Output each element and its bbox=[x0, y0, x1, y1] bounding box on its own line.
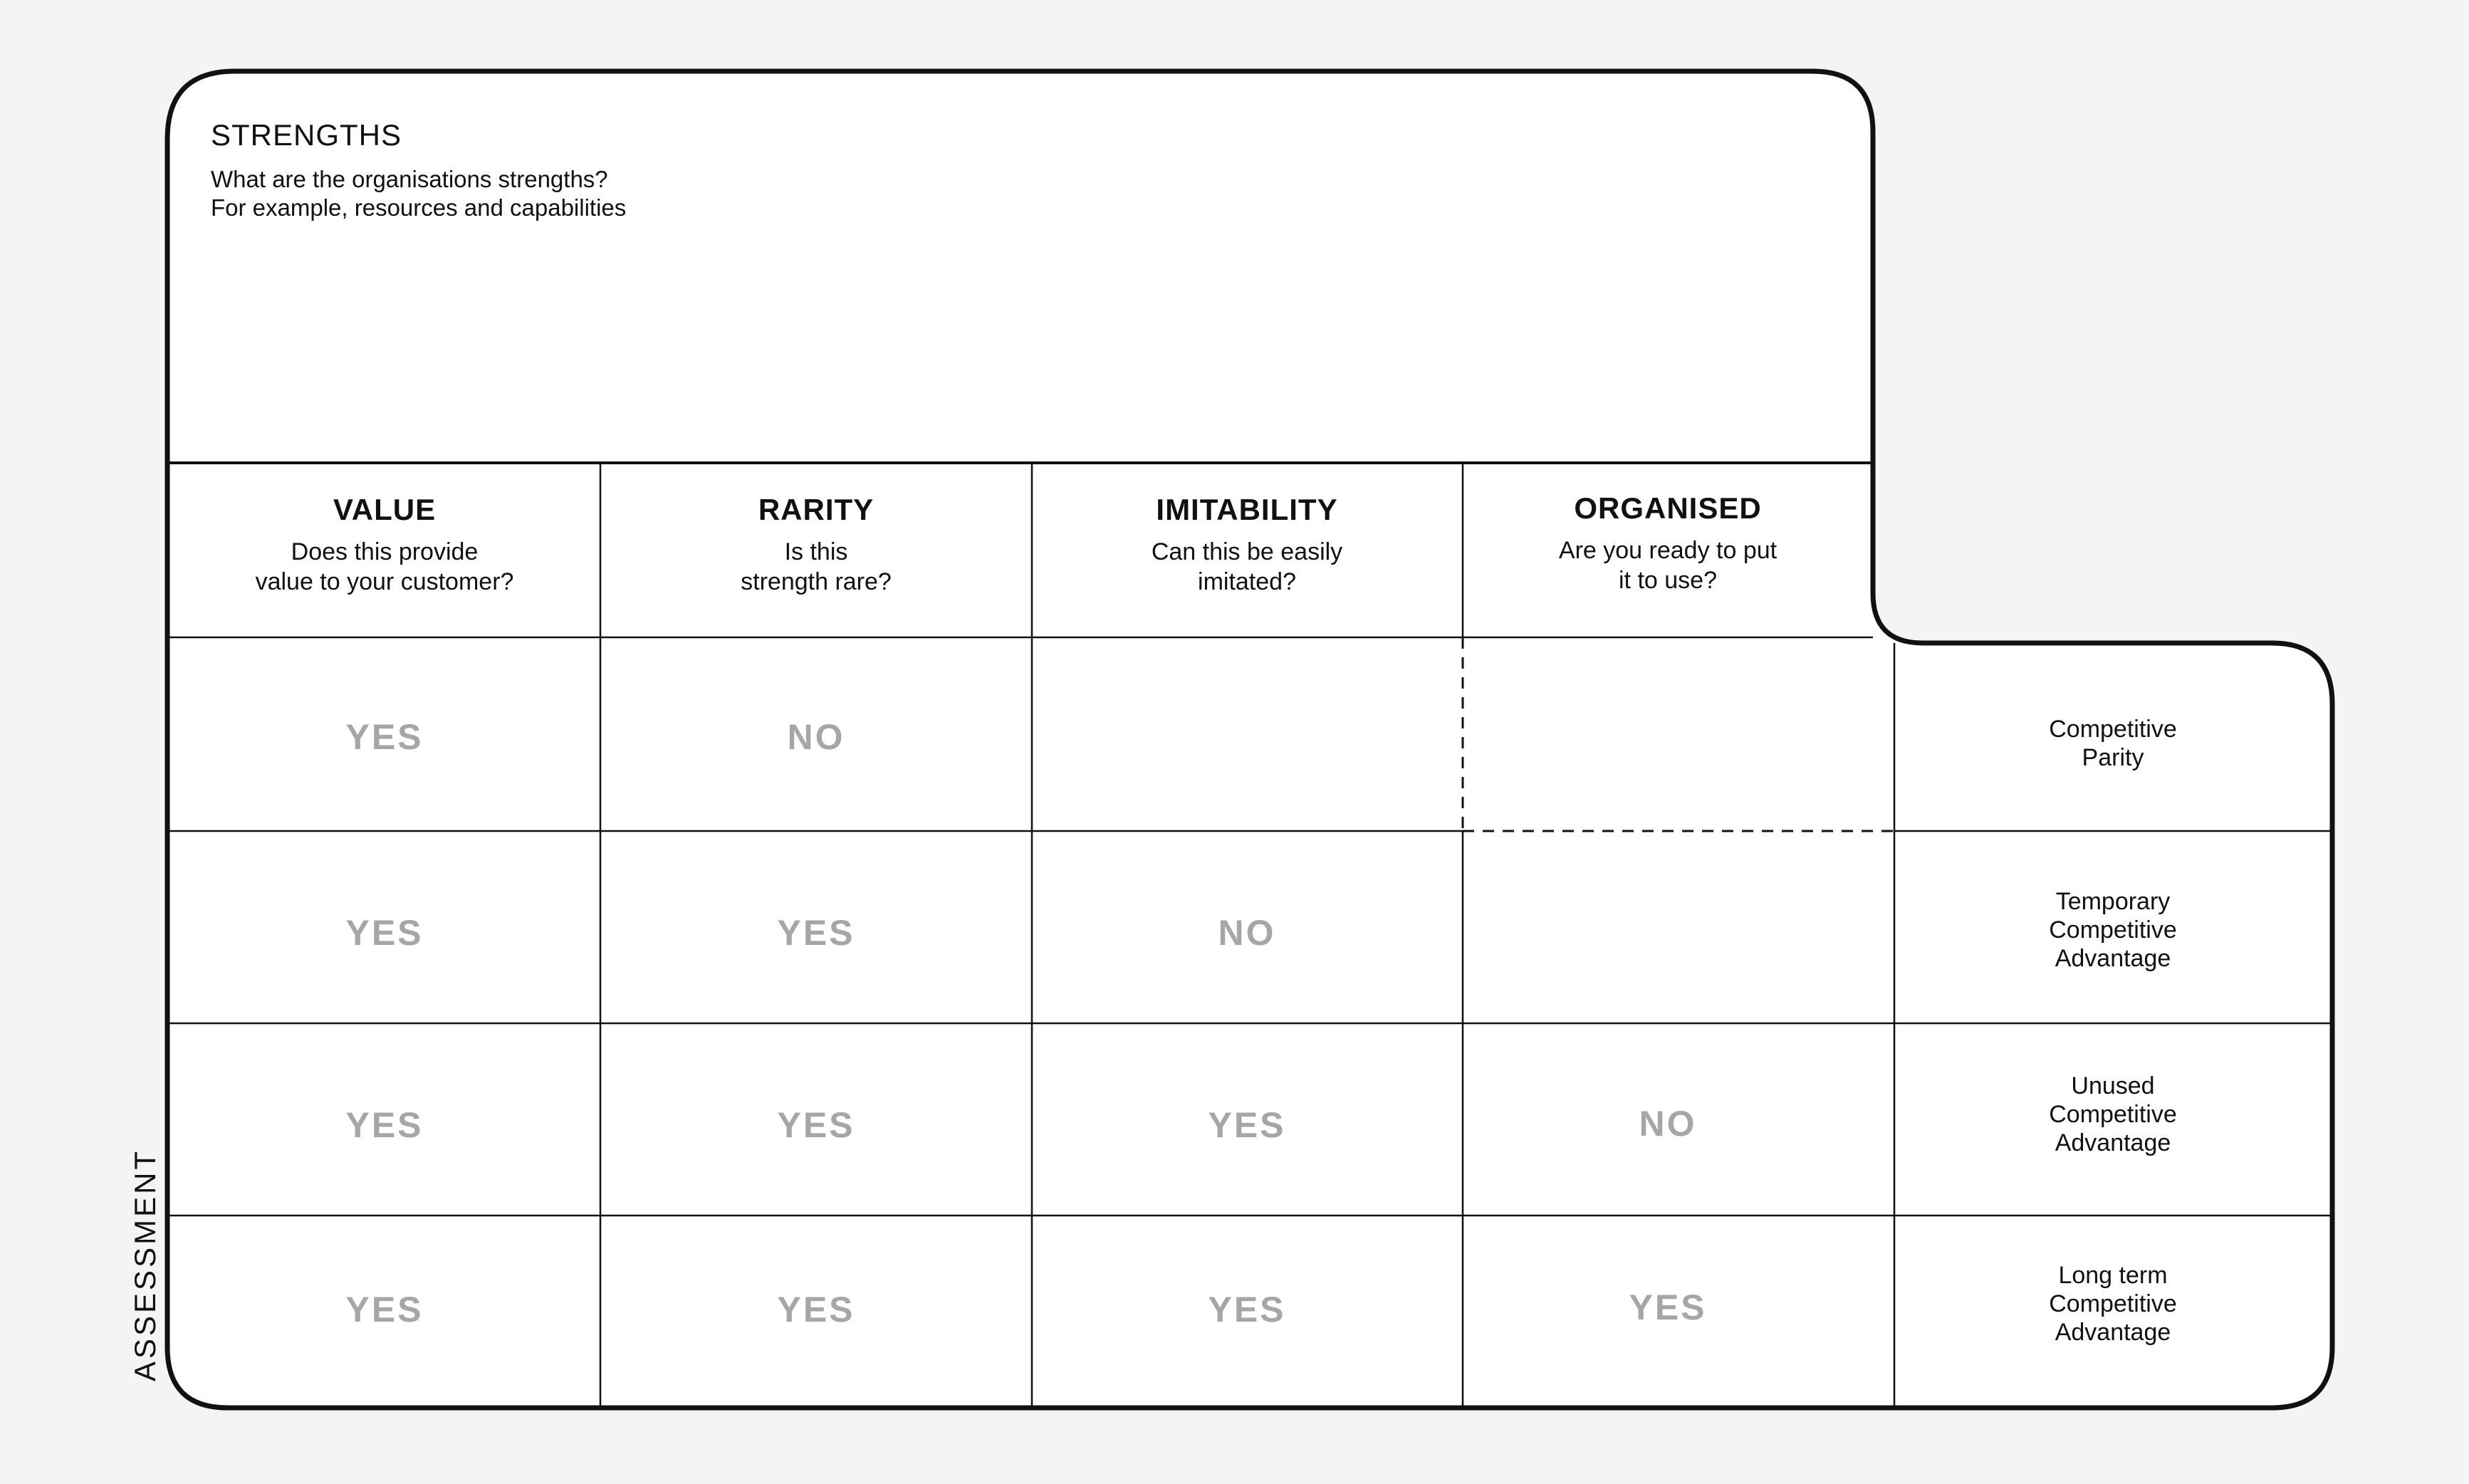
answer-r1-rarity: NO bbox=[787, 717, 845, 757]
strengths-example: For example, resources and capabilities bbox=[211, 194, 627, 221]
header-organised-title: ORGANISED bbox=[1574, 491, 1762, 525]
header-organised bbox=[1454, 491, 1881, 595]
answer-r2-imitability: NO bbox=[1218, 913, 1276, 953]
header-organised-desc: Are you ready to put it to use? bbox=[1558, 537, 1778, 594]
answer-r4-rarity: YES bbox=[777, 1290, 855, 1329]
strengths-question: What are the organisations strengths? bbox=[211, 166, 608, 192]
header-value-title: VALUE bbox=[333, 493, 437, 526]
result-r4: Long term Competitive Advantage bbox=[2049, 1262, 2177, 1346]
answer-r4-value: YES bbox=[345, 1290, 424, 1329]
header-rarity-title: RARITY bbox=[758, 493, 875, 526]
header-value bbox=[171, 493, 598, 597]
header-imitability-desc: Can this be easily imitated? bbox=[1151, 538, 1343, 595]
answer-r3-organised: NO bbox=[1639, 1104, 1697, 1144]
answer-r4-imitability: YES bbox=[1208, 1290, 1286, 1329]
strengths-title: STRENGTHS bbox=[211, 118, 402, 152]
header-value-desc: Does this provide value to your customer? bbox=[255, 538, 514, 595]
answer-r4-organised: YES bbox=[1629, 1287, 1707, 1327]
result-r1: Competitive Parity bbox=[2049, 716, 2177, 771]
result-r2: Temporary Competitive Advantage bbox=[2049, 888, 2177, 972]
strengths-description bbox=[211, 165, 626, 222]
result-r3: Unused Competitive Advantage bbox=[2049, 1072, 2177, 1156]
answer-r1-value: YES bbox=[345, 717, 424, 757]
header-rarity bbox=[602, 493, 1030, 597]
answer-r3-imitability: YES bbox=[1208, 1105, 1286, 1145]
answer-r2-value: YES bbox=[345, 913, 424, 953]
header-imitability-title: IMITABILITY bbox=[1156, 493, 1338, 526]
answer-r3-value: YES bbox=[345, 1105, 424, 1145]
answer-r2-rarity: YES bbox=[777, 913, 855, 953]
assessment-label: ASSESSMENT bbox=[128, 1148, 162, 1381]
header-imitability bbox=[1033, 493, 1461, 597]
answer-r3-rarity: YES bbox=[777, 1105, 855, 1145]
header-rarity-desc: Is this strength rare? bbox=[741, 538, 892, 595]
